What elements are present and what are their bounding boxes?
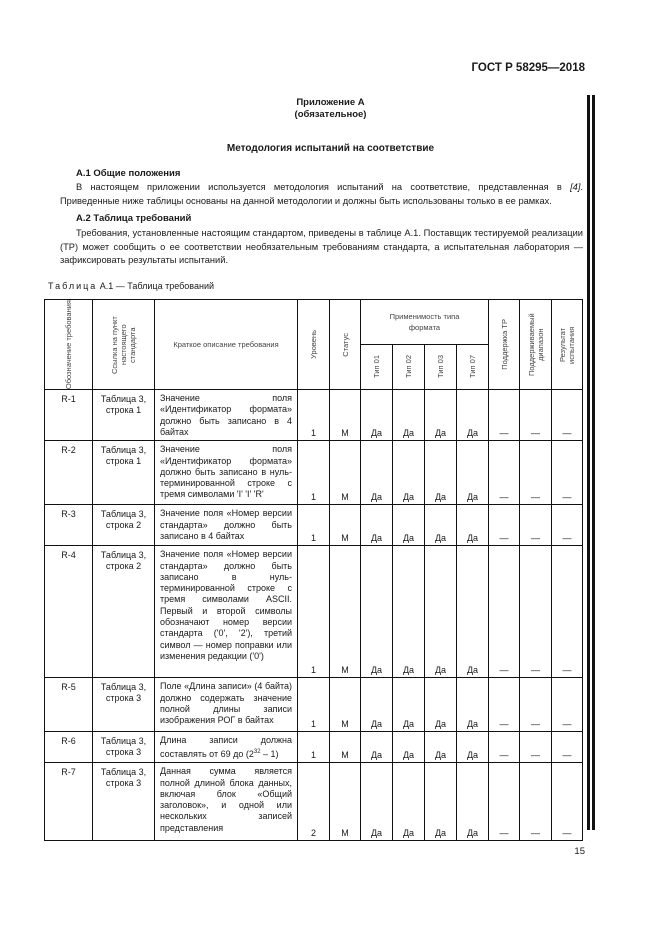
- table-row: [45, 441, 583, 505]
- cell-level: 2: [298, 763, 330, 841]
- table-row: [45, 732, 583, 763]
- cell-status: М: [330, 441, 361, 505]
- cell-result: —: [552, 390, 583, 441]
- cell-t02: Да: [393, 732, 425, 763]
- change-bar: [587, 95, 590, 830]
- requirement-ref: Таблица 3, строка 2: [93, 505, 155, 546]
- header-type-01: Тип 01: [361, 344, 393, 390]
- cell-range: —: [520, 390, 552, 441]
- cell-t01: Да: [361, 546, 393, 678]
- cell-status: М: [330, 678, 361, 732]
- table-row: [45, 763, 583, 841]
- requirement-ref: Таблица 3, строка 1: [93, 390, 155, 441]
- a2-heading: А.2 Таблица требований: [76, 213, 192, 224]
- caption-label: Таблица: [48, 281, 98, 291]
- requirement-ref: Таблица 3, строка 2: [93, 546, 155, 678]
- cell-status: М: [330, 546, 361, 678]
- cell-t07: Да: [457, 678, 489, 732]
- requirement-description: Значение поля «Номер версии стандарта» должно быть записано в нуль-терминированной строке с тремя символами ASCII. Первый и второй символы обозначают номер версии стандарта ('0', '2'), третий символ — номер поправки или изменения редакции ('0'): [155, 546, 298, 678]
- header-range: Поддерживаемый диапазон: [520, 300, 552, 390]
- cell-t02: Да: [393, 763, 425, 841]
- cell-support: —: [489, 678, 520, 732]
- requirement-description: Поле «Длина записи» (4 байта) должно содержать значение полной длины записи изображения РОГ в байтах: [155, 678, 298, 732]
- cell-t02: Да: [393, 390, 425, 441]
- cell-support: —: [489, 546, 520, 678]
- cell-t01: Да: [361, 441, 393, 505]
- cell-range: —: [520, 505, 552, 546]
- header-ref: Ссылка на пункт настоящего стандарта: [93, 300, 155, 390]
- caption-text: А.1 — Таблица требований: [97, 281, 214, 291]
- standard-number: ГОСТ Р 58295—2018: [471, 62, 585, 74]
- requirement-ref: Таблица 3, строка 1: [93, 441, 155, 505]
- cell-t03: Да: [425, 441, 457, 505]
- cell-t01: Да: [361, 732, 393, 763]
- cell-result: —: [552, 546, 583, 678]
- cell-result: —: [552, 505, 583, 546]
- cell-t02: Да: [393, 678, 425, 732]
- requirements-table: [44, 299, 583, 841]
- header-desc: Краткое описание требования: [155, 300, 298, 390]
- annex-status: (обязательное): [294, 109, 367, 120]
- header-support: Поддержка ТР: [489, 300, 520, 390]
- cell-t02: Да: [393, 546, 425, 678]
- cell-support: —: [489, 732, 520, 763]
- cell-t01: Да: [361, 390, 393, 441]
- cell-level: 1: [298, 390, 330, 441]
- header-status: Статус: [330, 300, 361, 390]
- cell-support: —: [489, 505, 520, 546]
- cell-level: 1: [298, 441, 330, 505]
- table-row: [45, 678, 583, 732]
- reference-link: [4]: [570, 182, 581, 192]
- cell-t07: Да: [457, 390, 489, 441]
- a1-text-end: . Приведенные ниже таблицы основаны на данной методологии и должны быть использованы только в ее рамках.: [60, 182, 583, 206]
- table-row: [45, 390, 583, 441]
- section-title: Методология испытаний на соответствие: [226, 143, 435, 154]
- header-type-03: Тип 03: [425, 344, 457, 390]
- requirement-id: R-4: [45, 546, 93, 678]
- a1-paragraph: [60, 181, 583, 208]
- cell-range: —: [520, 546, 552, 678]
- requirement-id: R-2: [45, 441, 93, 505]
- cell-status: М: [330, 505, 361, 546]
- requirement-ref: Таблица 3, строка 3: [93, 732, 155, 763]
- cell-status: М: [330, 763, 361, 841]
- cell-result: —: [552, 732, 583, 763]
- header-id: Обозначение требования: [45, 300, 93, 390]
- requirement-id: R-6: [45, 732, 93, 763]
- requirement-ref: Таблица 3, строка 3: [93, 763, 155, 841]
- cell-t03: Да: [425, 763, 457, 841]
- cell-result: —: [552, 678, 583, 732]
- cell-t03: Да: [425, 505, 457, 546]
- cell-t03: Да: [425, 678, 457, 732]
- header-level: Уровень: [298, 300, 330, 390]
- annex-title: Приложение А: [296, 97, 365, 108]
- requirement-ref: Таблица 3, строка 3: [93, 678, 155, 732]
- cell-range: —: [520, 678, 552, 732]
- cell-level: 1: [298, 732, 330, 763]
- cell-t03: Да: [425, 732, 457, 763]
- requirement-description: Длина записи должна составлять от 69 до $(2^{32} - 1)$: [155, 732, 298, 763]
- table-row: [45, 505, 583, 546]
- cell-result: —: [552, 763, 583, 841]
- cell-status: М: [330, 732, 361, 763]
- page-number: 15: [574, 846, 585, 857]
- cell-t07: Да: [457, 732, 489, 763]
- change-bar: [592, 95, 595, 830]
- cell-level: 1: [298, 546, 330, 678]
- table-caption: [48, 281, 214, 291]
- requirement-description: Значение поля «Идентификатор формата» должно быть записано в 4 байтах: [155, 390, 298, 441]
- cell-t01: Да: [361, 678, 393, 732]
- cell-t02: Да: [393, 441, 425, 505]
- cell-t07: Да: [457, 441, 489, 505]
- cell-result: —: [552, 441, 583, 505]
- cell-level: 1: [298, 505, 330, 546]
- cell-support: —: [489, 763, 520, 841]
- table-row: [45, 546, 583, 678]
- cell-t07: Да: [457, 505, 489, 546]
- a2-paragraph: Требования, установленные настоящим стандартом, приведены в таблице А.1. Поставщик тестируемой реализации (ТР) может сообщить о ее соответствии необязательным требованиям стандарта, а испытательная лаборатория — зафиксировать результаты испытаний.: [60, 228, 583, 265]
- cell-t02: Да: [393, 505, 425, 546]
- cell-range: —: [520, 732, 552, 763]
- requirement-id: R-3: [45, 505, 93, 546]
- header-type-02: Тип 02: [393, 344, 425, 390]
- cell-t01: Да: [361, 505, 393, 546]
- requirement-id: R-5: [45, 678, 93, 732]
- requirement-id: R-7: [45, 763, 93, 841]
- requirement-description: Значение поля «Номер версии стандарта» должно быть записано в 4 байтах: [155, 505, 298, 546]
- cell-t03: Да: [425, 390, 457, 441]
- cell-t01: Да: [361, 763, 393, 841]
- requirement-id: R-1: [45, 390, 93, 441]
- requirement-description: Данная сумма является полной длиной блока данных, включая блок «Общий заголовок», и одной или нескольких записей представления: [155, 763, 298, 841]
- cell-support: —: [489, 390, 520, 441]
- header-type-07: Тип 07: [457, 344, 489, 390]
- cell-level: 1: [298, 678, 330, 732]
- cell-t03: Да: [425, 546, 457, 678]
- cell-t07: Да: [457, 546, 489, 678]
- a1-text: В настоящем приложении используется методология испытаний на соответствие, представленная в: [76, 182, 571, 192]
- cell-status: М: [330, 390, 361, 441]
- a1-heading: А.1 Общие положения: [76, 168, 181, 179]
- cell-range: —: [520, 441, 552, 505]
- header-applicability: Применимость типа формата: [361, 300, 489, 345]
- cell-t07: Да: [457, 763, 489, 841]
- header-result: Результат испытания: [552, 300, 583, 390]
- cell-range: —: [520, 763, 552, 841]
- cell-support: —: [489, 441, 520, 505]
- requirement-description: Значение поля «Идентификатор формата» должно быть записано в нуль-терминированной строке с тремя символами 'I' 'I' 'R': [155, 441, 298, 505]
